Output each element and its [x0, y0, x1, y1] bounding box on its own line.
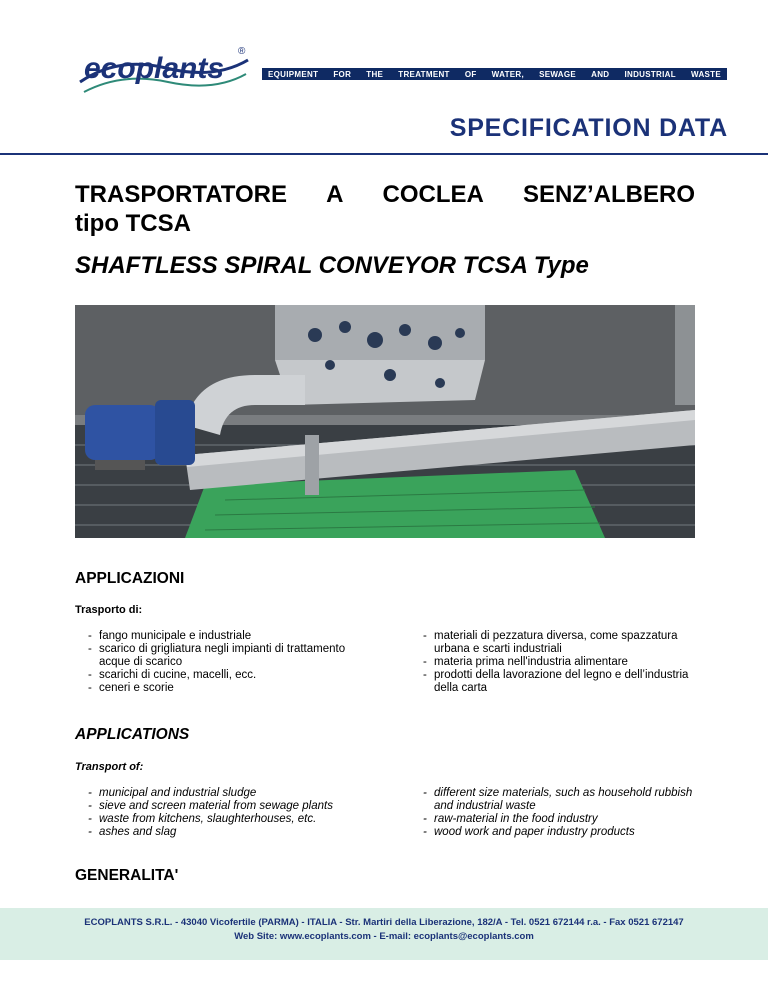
- ecoplants-logo: [78, 38, 253, 108]
- tagline-word: WATER,: [491, 69, 524, 79]
- italian-title-word: COCLEA: [382, 181, 484, 208]
- tagline-word: FOR: [333, 69, 352, 79]
- list-item: - wood work and paper industry products: [410, 826, 705, 839]
- italian-title-word: A: [326, 181, 344, 208]
- english-title: SHAFTLESS SPIRAL CONVEYOR TCSA Type: [75, 252, 589, 279]
- tagline-word: WASTE: [691, 69, 721, 79]
- page-title: SPECIFICATION DATA: [449, 114, 728, 142]
- section-heading-generalita: GENERALITA': [75, 867, 179, 884]
- tagline-word: EQUIPMENT: [268, 69, 319, 79]
- tagline-word: THE: [366, 69, 384, 79]
- list-item: - materia prima nell'industria alimentare: [410, 656, 695, 669]
- list-item: - waste from kitchens, slaughterhouses, etc.: [75, 813, 375, 826]
- list-item: - fango municipale e industriale: [75, 630, 355, 643]
- italian-title: [75, 180, 695, 238]
- tagline-word: AND: [591, 69, 610, 79]
- tagline-word: SEWAGE: [539, 69, 577, 79]
- list-item: - scarichi di cucine, macelli, ecc.: [75, 669, 355, 682]
- tagline-word: TREATMENT: [398, 69, 450, 79]
- list-item: - raw-material in the food industry: [410, 813, 705, 826]
- list-item: - prodotti della lavorazione del legno e dell’industria della carta: [410, 669, 695, 695]
- applicazioni-list-left: [75, 630, 355, 695]
- registered-mark: ®: [238, 46, 246, 57]
- applications-list-right: [410, 787, 705, 839]
- footer-contacts: Web Site: www.ecoplants.com - E-mail: ecoplants@ecoplants.com: [234, 931, 534, 942]
- tagline-word: INDUSTRIAL: [624, 69, 676, 79]
- list-item: - ceneri e scorie: [75, 682, 355, 695]
- section-heading-applicazioni: APPLICAZIONI: [75, 570, 185, 587]
- italian-title-line2: tipo TCSA: [75, 210, 191, 237]
- italian-title-word: SENZ’ALBERO: [522, 181, 695, 208]
- header-divider: [0, 153, 768, 155]
- italian-title-line1: [75, 180, 695, 209]
- tagline-word: OF: [464, 69, 477, 79]
- list-item: - sieve and screen material from sewage plants: [75, 800, 375, 813]
- logo-text: ecoplants: [84, 52, 225, 85]
- applicazioni-list-right: [410, 630, 695, 695]
- section-sub-applications: Transport of:: [75, 761, 144, 773]
- list-item: - municipal and industrial sludge: [75, 787, 375, 800]
- applications-list-left: [75, 787, 375, 839]
- list-item: - ashes and slag: [75, 826, 375, 839]
- tagline-bar: [262, 68, 727, 80]
- footer-address: ECOPLANTS S.R.L. - 43040 Vicofertile (PARMA) - ITALIA - Str. Martiri della Liberazione, 182/A - Tel. 0521 672144 r.a. - Fax 0521 672147: [84, 917, 684, 928]
- conveyor-photo: [75, 305, 695, 538]
- list-item: - materiali di pezzatura diversa, come spazzatura urbana e scarti industriali: [410, 630, 695, 656]
- italian-title-word: TRASPORTATORE: [75, 181, 288, 208]
- section-heading-applications: APPLICATIONS: [75, 726, 190, 743]
- list-item: - scarico di grigliatura negli impianti di trattamento acque di scarico: [75, 643, 355, 669]
- list-item: - different size materials, such as household rubbish and industrial waste: [410, 787, 705, 813]
- section-sub-applicazioni: Trasporto di:: [75, 604, 143, 616]
